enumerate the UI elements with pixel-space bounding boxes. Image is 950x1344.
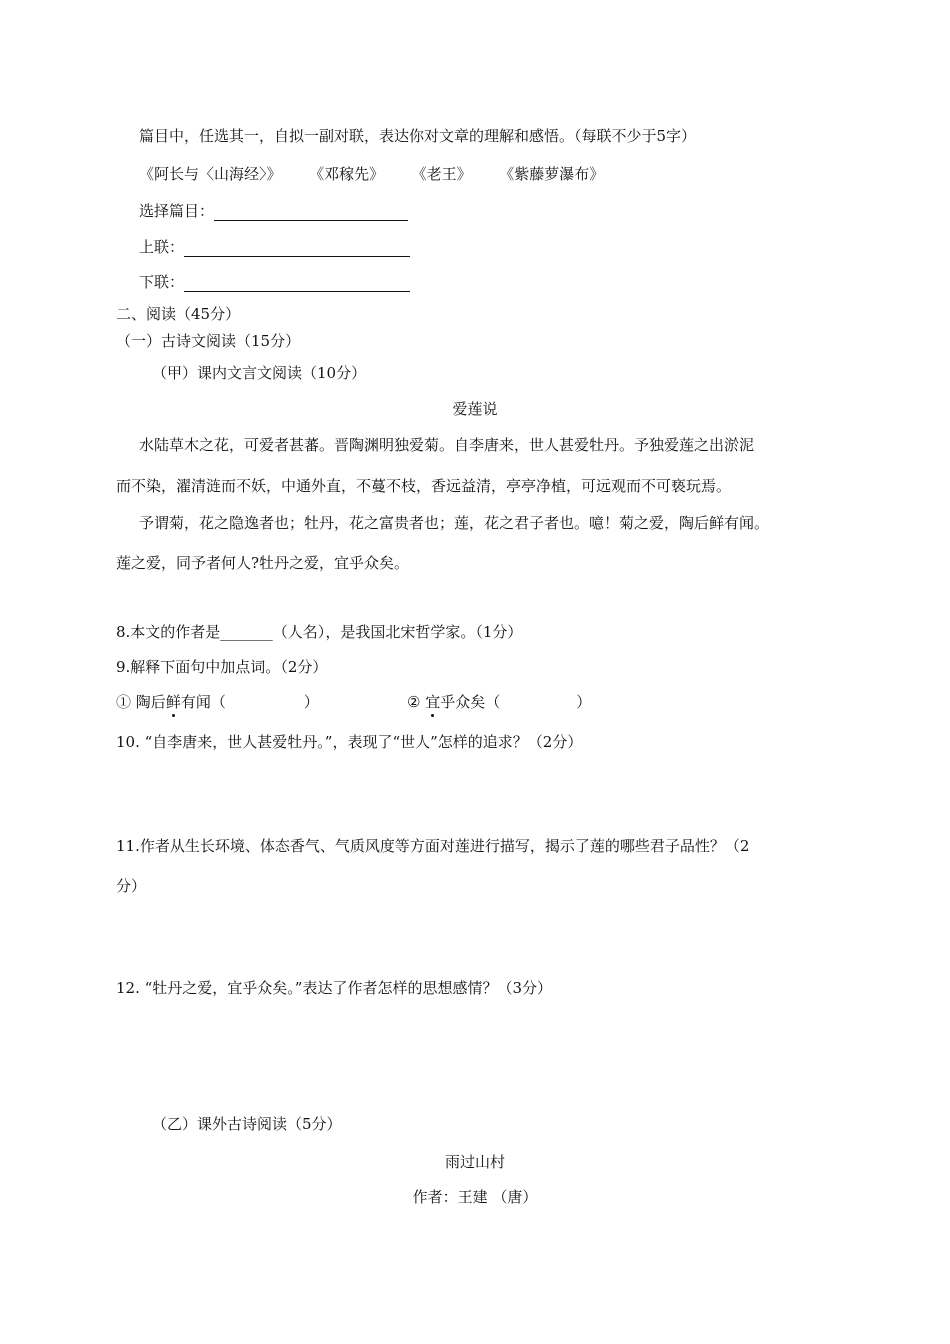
- passage-line: 莲之爱，同予者何人?牡丹之爱，宜乎众矣。: [116, 554, 410, 572]
- question-10: 10. “自李唐来，世人甚爱牡丹。”，表现了“世人”怎样的追求？（2分）: [116, 733, 583, 751]
- item-number: ②: [407, 693, 421, 711]
- select-article-label: 选择篇目：: [139, 202, 215, 220]
- select-article-blank[interactable]: [214, 204, 408, 221]
- couplet-instruction: 篇目中，任选其一，自拟一副对联，表达你对文章的理解和感悟。（每联不少于5字）: [139, 127, 697, 145]
- upper-couplet-blank[interactable]: [184, 240, 410, 257]
- section-heading: 二、阅读（45分）: [116, 305, 241, 323]
- question-9-item-1: [116, 692, 319, 712]
- lower-couplet-blank[interactable]: [184, 275, 410, 292]
- question-12: 12. “牡丹之爱，宜乎众矣。”表达了作者怎样的思想感情？（3分）: [116, 979, 553, 997]
- select-article-row: [139, 201, 408, 221]
- passage-line: 水陆草木之花，可爱者甚蕃。晋陶渊明独爱菊。自李唐来，世人甚爱牡丹。予独爱莲之出淤泥: [139, 436, 755, 454]
- question-9-item-2: [407, 692, 591, 712]
- subsection-heading: （一）古诗文阅读（15分）: [116, 332, 301, 350]
- subsection-heading: （甲）课内文言文阅读（10分）: [152, 364, 367, 382]
- item-text: 乎众矣（: [440, 693, 501, 711]
- lower-couplet-label: 下联：: [139, 273, 185, 291]
- question-8: 8.本文的作者是_______（人名），是我国北宋哲学家。（1分）: [116, 623, 523, 641]
- question-11-line: 分）: [116, 877, 147, 895]
- article-title-list: [139, 164, 604, 184]
- upper-couplet-label: 上联：: [139, 238, 185, 256]
- article-title: 《老王》: [411, 165, 472, 183]
- passage-line: 而不染，濯清涟而不妖，中通外直，不蔓不枝，香远益清，亭亭净植，可远观而不可亵玩焉。: [116, 477, 732, 495]
- item-text: 有闻（: [180, 693, 226, 711]
- article-title: 《紫藤萝瀑布》: [499, 165, 605, 183]
- item-text: ）: [576, 693, 592, 711]
- dotted-word: 宜: [425, 693, 441, 711]
- article-title: 《阿长与〈山海经〉》: [139, 165, 282, 183]
- lower-couplet-row: [139, 272, 410, 292]
- passage-title: 爱莲说: [452, 400, 498, 418]
- item-text: 陶后: [135, 693, 166, 711]
- question-11-line: 11.作者从生长环境、体态香气、气质风度等方面对莲进行描写，揭示了莲的哪些君子品性？（2: [116, 837, 750, 855]
- question-9: 9.解释下面句中加点词。（2分）: [116, 658, 328, 676]
- poem-title: 雨过山村: [444, 1153, 505, 1171]
- upper-couplet-row: [139, 237, 410, 257]
- item-number: ①: [116, 693, 132, 711]
- subsection-heading: （乙）课外古诗阅读（5分）: [152, 1115, 342, 1133]
- passage-line: 予谓菊，花之隐逸者也；牡丹，花之富贵者也；莲，花之君子者也。噫！菊之爱，陶后鲜有闻。: [139, 514, 770, 532]
- article-title: 《邓稼先》: [309, 165, 385, 183]
- dotted-word: 鲜: [165, 693, 181, 711]
- poem-author: 作者：王建 （唐）: [412, 1188, 538, 1206]
- item-text: ）: [303, 693, 319, 711]
